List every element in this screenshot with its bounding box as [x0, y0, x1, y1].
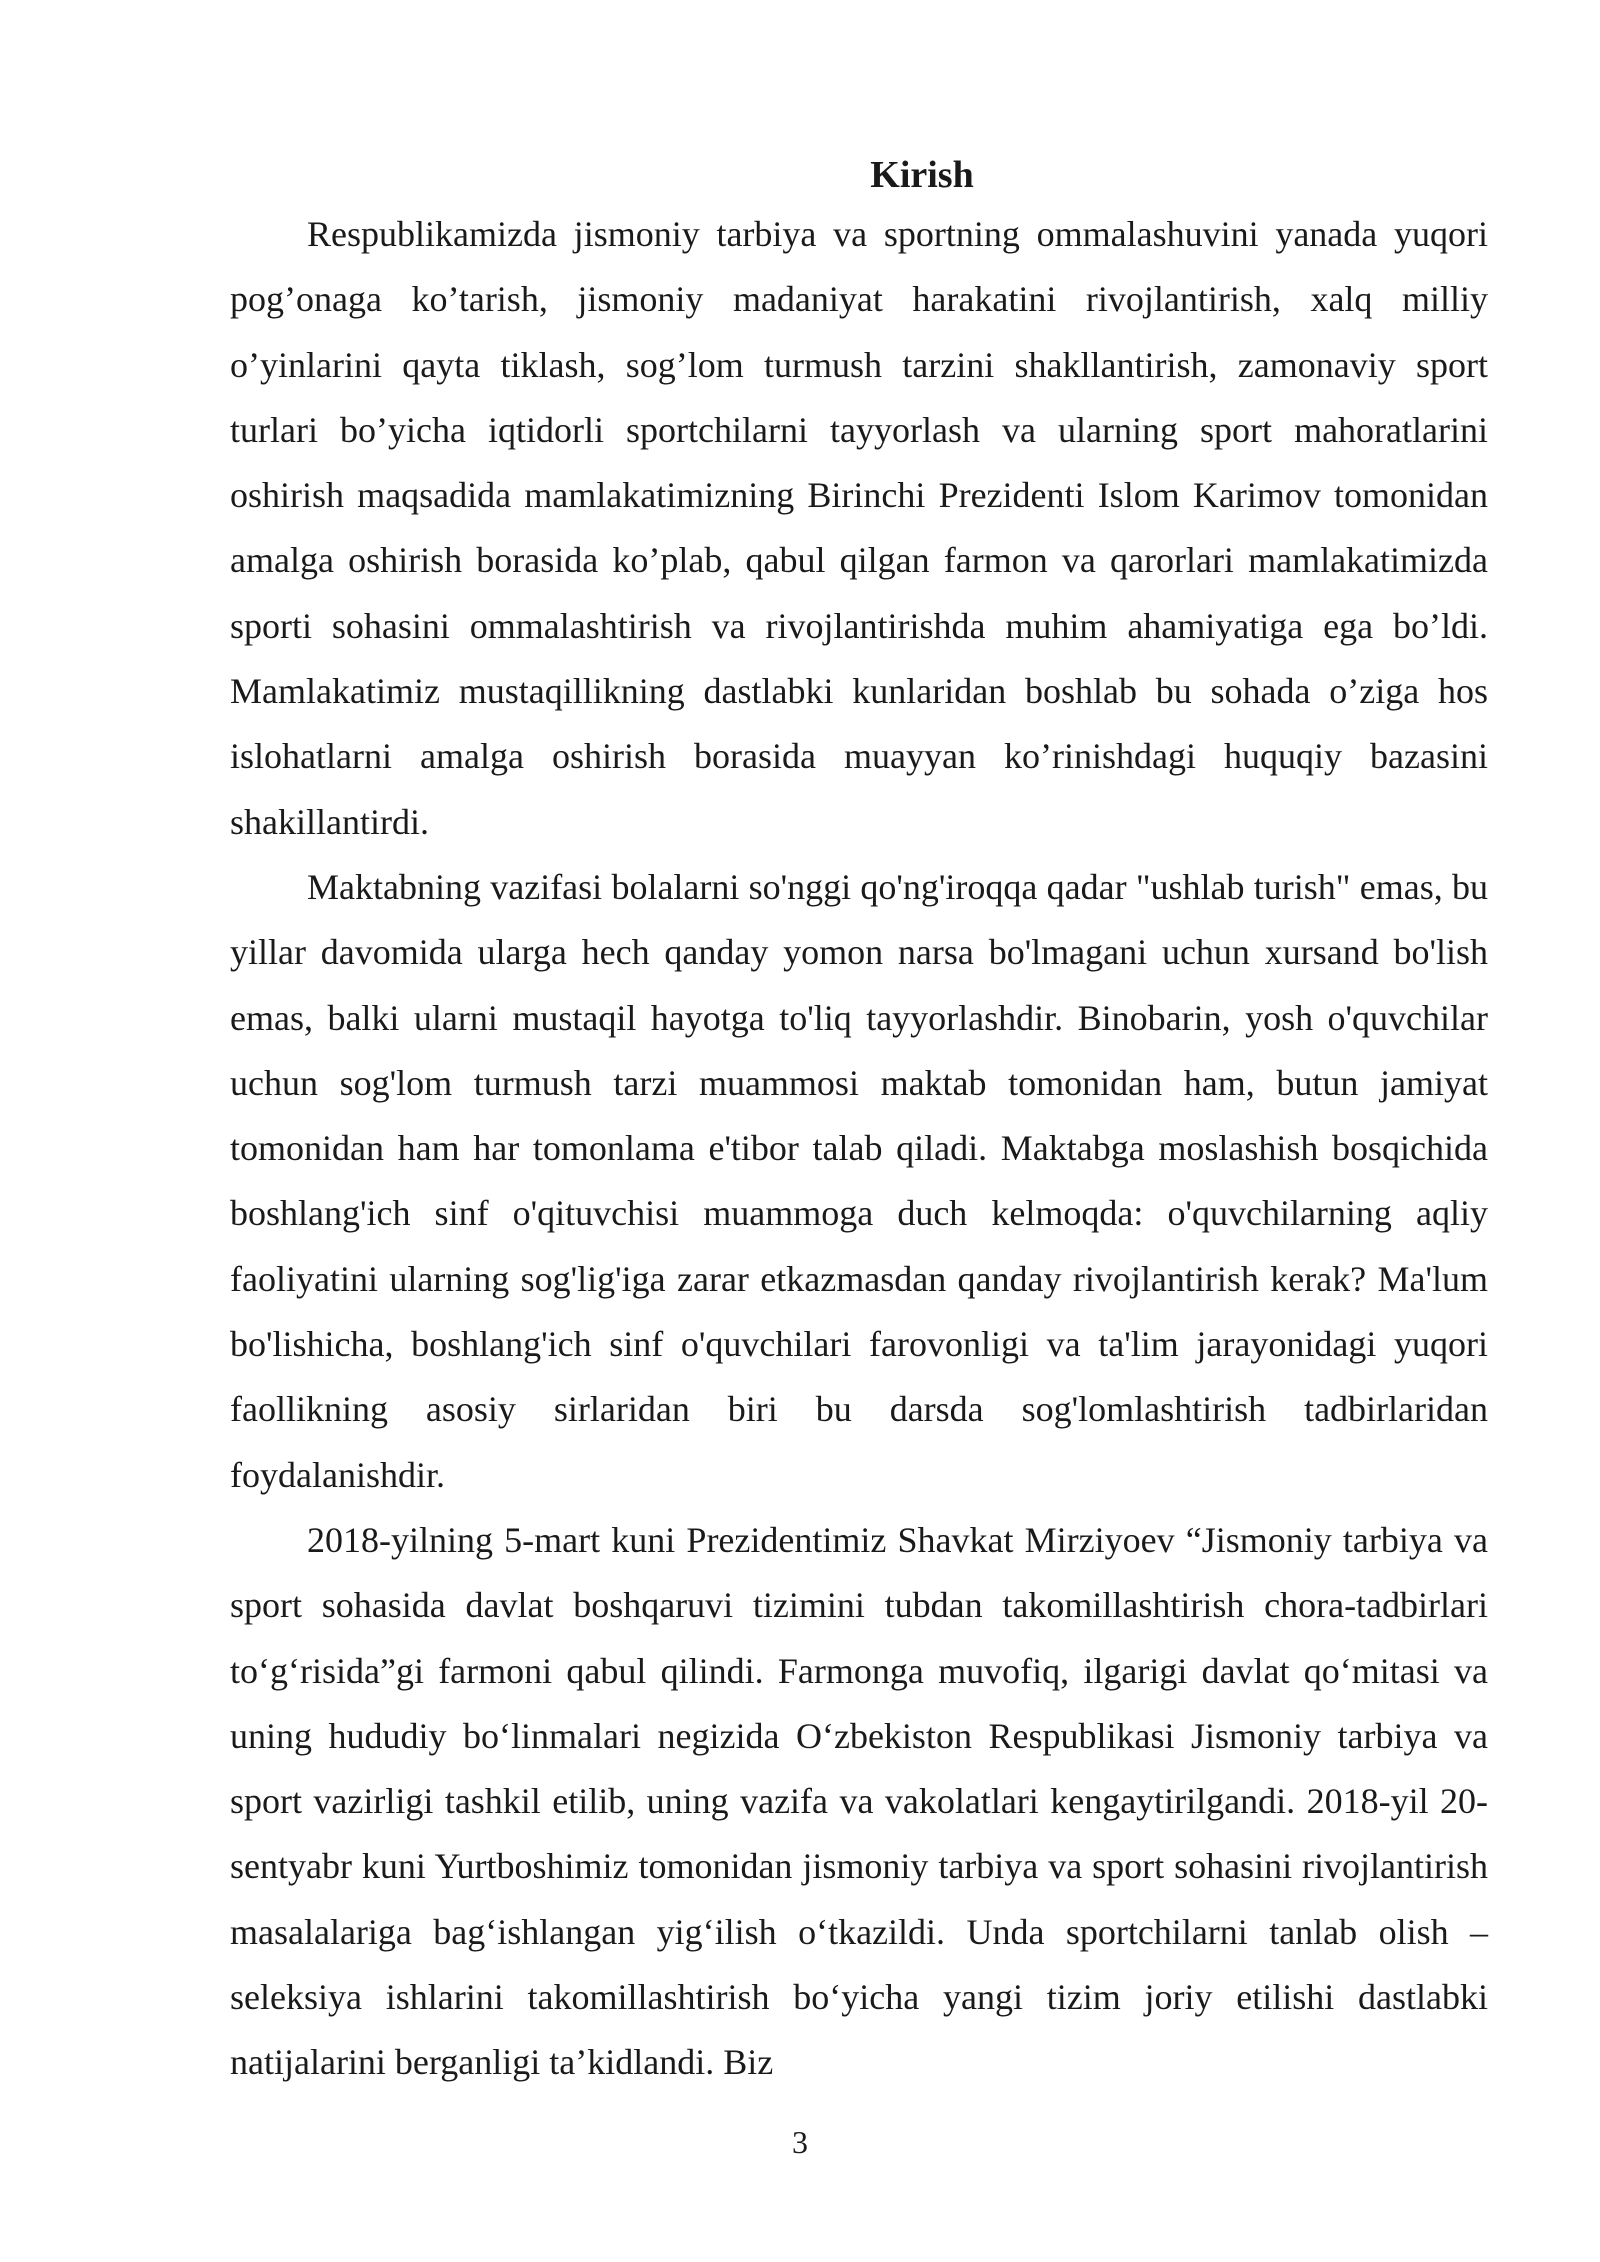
- paragraph-2: Maktabning vazifasi bolalarni so'nggi qo'ng'iroqqa qadar "ushlab turish" emas, bu yillar davomida ularga hech qanday yomon narsa bo'lmagani uchun xursand bo'lish emas, balki ularni mustaqil hayotga to'liq tayyorlashdir. Binobarin, yosh o'quvchilar uchun sog'lom turmush tarzi muammosi maktab tomonidan ham, butun jamiyat tomonidan ham har tomonlama e'tibor talab qiladi. Maktabga moslashish bosqichida boshlang'ich sinf o'qituvchisi muammoga duch kelmoqda: o'quvchilarning aqliy faoliyatini ularning sog'lig'iga zarar etkazmasdan qanday rivojlantirish kerak? Ma'lum bo'lishicha, boshlang'ich sinf o'quvchilari farovonligi va ta'lim jarayonidagi yuqori faollikning asosiy sirlaridan biri bu darsda sog'lomlashtirish tadbirlaridan foydalanishdir.: [230, 866, 1488, 1495]
- paragraph-3: 2018-yilning 5-mart kuni Prezidentimiz Shavkat Mirziyoev “Jismoniy tarbiya va sport sohasida davlat boshqaruvi tizimini tubdan takomillashtirish chora-tadbirlari to‘g‘risida”gi farmoni qabul qilindi. Farmonga muvofiq, ilgarigi davlat qo‘mitasi va uning hududiy bo‘linmalari negizida O‘zbekiston Respublikasi Jismoniy tarbiya va sport vazirligi tashkil etilib, uning vazifa va vakolatlari kengaytirilgandi. 2018-yil 20- sentyabr kuni Yurtboshimiz tomonidan jismoniy tarbiya va sport sohasini rivojlantirish masalalariga bag‘ishlangan yig‘ilish o‘tkazildi. Unda sportchilarni tanlab olish – seleksiya ishlarini takomillashtirish bo‘yicha yangi tizim joriy etilishi dastlabki natijalarini berganligi ta’kidlandi. Biz: [230, 1519, 1488, 2083]
- document-body: [230, 148, 1488, 2096]
- page-number: 3: [792, 2124, 808, 2160]
- paragraph-1: Respublikamizda jismoniy tarbiya va sportning ommalashuvini yanada yuqori pog’onaga ko’tarish, jismoniy madaniyat harakatini rivojlantirish, xalq milliy o’yinlarini qayta tiklash, sog’lom turmush tarzini shakllantirish, zamonaviy sport turlari bo’yicha iqtidorli sportchilarni tayyorlash va ularning sport mahoratlarini oshirish maqsadida mamlakatimizning Birinchi Prezidenti Islom Karimov tomonidan amalga oshirish borasida ko’plab, qabul qilgan farmon va qarorlari mamlakatimizda sporti sohasini ommalashtirish va rivojlantirishda muhim ahamiyatiga ega bo’ldi. Mamlakatimiz mustaqillikning dastlabki kunlaridan boshlab bu sohada o’ziga hos islohatlarni amalga oshirish borasida muayyan ko’rinishdagi huquqiy bazasini shakillantirdi.: [230, 214, 1488, 842]
- section-title: Kirish: [870, 154, 974, 196]
